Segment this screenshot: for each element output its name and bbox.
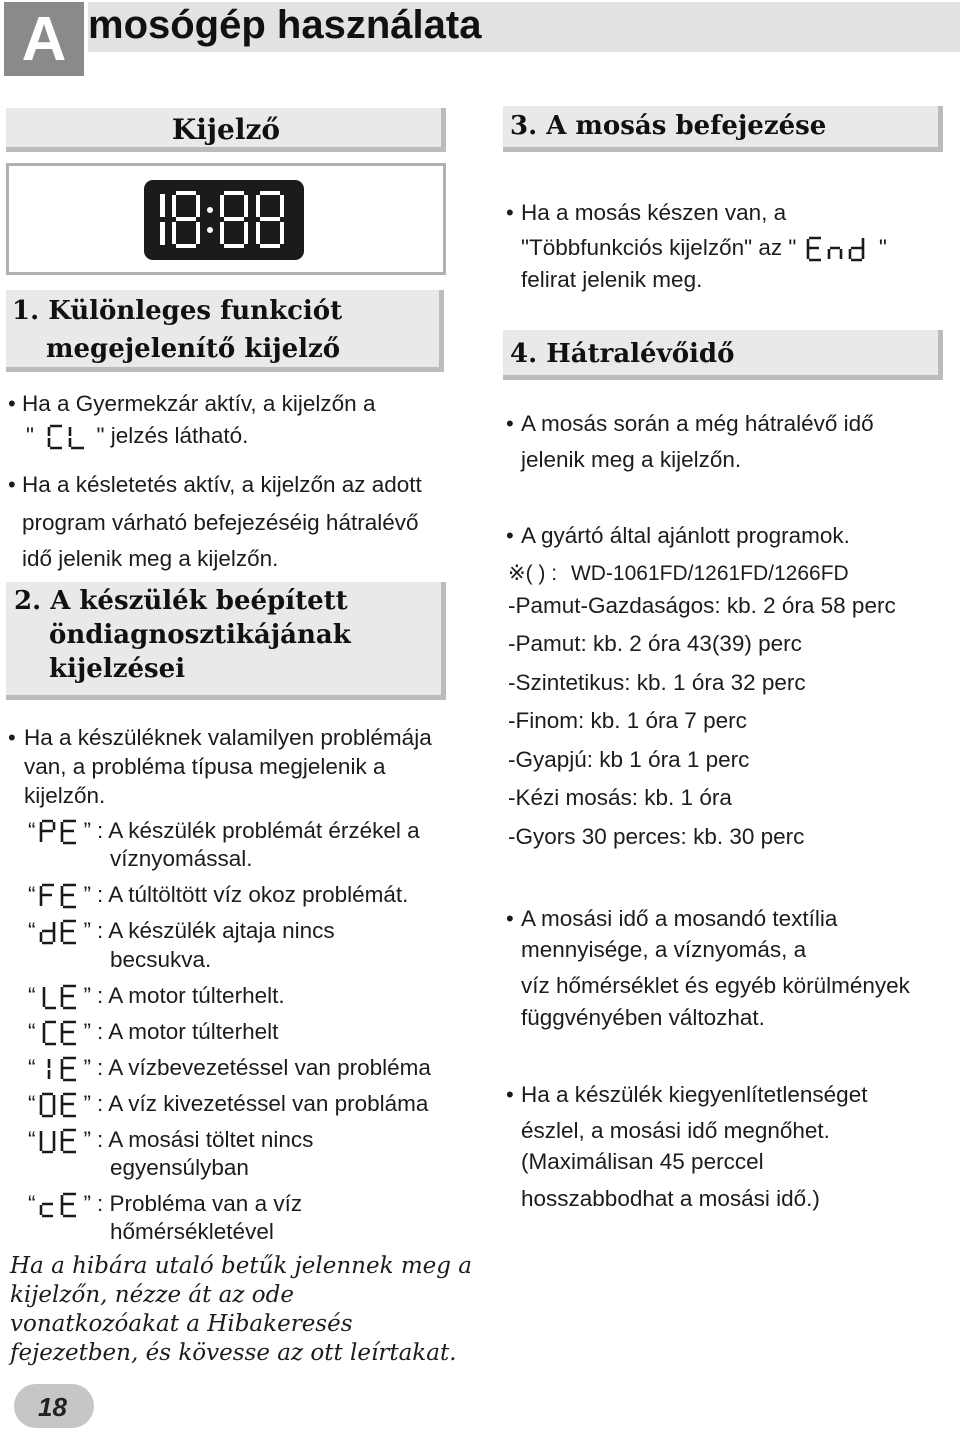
quote-close: " xyxy=(878,235,887,260)
bullet: • xyxy=(8,391,16,416)
quote-mark: ” xyxy=(83,1055,91,1080)
section-title-2-line3: kijelzései xyxy=(49,654,186,684)
chapter-letter-box xyxy=(4,2,84,76)
bullet-text: (Maximálisan 45 perccel xyxy=(521,1149,764,1174)
section-title-2-line2: öndiagnosztikájának xyxy=(49,620,351,650)
error-text: egyensúlyban xyxy=(110,1155,249,1180)
error-row-ce xyxy=(28,1016,91,1048)
code-oe-icon xyxy=(36,1090,84,1120)
model-list: WD-1061FD/1261FD/1266FD xyxy=(570,562,849,585)
bullet-text: idő jelenik meg a kijelzőn. xyxy=(22,546,279,571)
section-title-1-line1: 1. Különleges funkciót xyxy=(12,296,343,326)
section-title-2 xyxy=(14,584,444,686)
program-item: -Pamut: kb. 2 óra 43(39) perc xyxy=(508,631,802,656)
quote-open: " xyxy=(26,423,34,448)
lcd-display xyxy=(144,180,304,260)
bullet-text-with-code xyxy=(521,232,887,264)
bullet: • xyxy=(506,906,514,931)
page-number: 18 xyxy=(38,1392,67,1422)
quote-mark: “ xyxy=(28,918,36,943)
model-note xyxy=(508,558,849,589)
bullet-text: mennyisége, a víznyomás, a xyxy=(521,937,807,962)
code-te-icon xyxy=(36,1190,84,1220)
bullet-text: felirat jelenik meg. xyxy=(521,267,703,292)
section-title-1 xyxy=(12,292,442,368)
quote-mark: ” xyxy=(83,1091,91,1116)
bullet: • xyxy=(506,200,514,225)
error-text: hőmérsékletével xyxy=(110,1219,274,1244)
error-row-fe xyxy=(28,879,91,911)
code-end-icon xyxy=(803,234,873,264)
bullet-text-prefix: "Többfunkciós kijelzőn" az " xyxy=(521,235,797,260)
bullet-text: A gyártó által ajánlott programok. xyxy=(521,523,850,548)
section-title-1-line2: megejelenítő kijelző xyxy=(46,334,341,364)
section-title-3: 3. A mosás befejezése xyxy=(510,111,827,141)
bullet-text-suffix: " jelzés látható. xyxy=(96,423,249,448)
section-title-4: 4. Hátralévőidő xyxy=(510,339,735,369)
quote-mark: “ xyxy=(28,818,36,843)
quote-mark: ” xyxy=(83,1191,91,1216)
reference-mark: ※( ) : xyxy=(508,562,558,585)
quote-mark: “ xyxy=(28,983,36,1008)
code-ie-icon xyxy=(36,1054,84,1084)
bullet: • xyxy=(506,1082,514,1107)
error-row-ie xyxy=(28,1052,91,1084)
quote-mark: ” xyxy=(83,983,91,1008)
program-item: -Gyapjú: kb 1 óra 1 perc xyxy=(508,747,750,772)
error-text: : Probléma van a víz xyxy=(97,1191,303,1216)
bullet-text: jelenik meg a kijelzőn. xyxy=(521,447,742,472)
quote-mark: “ xyxy=(28,1055,36,1080)
error-row-le xyxy=(28,980,91,1012)
program-item: -Kézi mosás: kb. 1 óra xyxy=(508,785,732,810)
section-title-2-line1: 2. A készülék beépített xyxy=(14,586,348,616)
bullet-text: észlel, a mosási idő megnőhet. xyxy=(521,1118,830,1143)
code-cl-icon xyxy=(40,423,90,451)
bullet-text: Ha a készülék kiegyenlítetlenséget xyxy=(521,1082,868,1107)
code-ce-icon xyxy=(36,1018,84,1048)
lcd-digits-icon xyxy=(144,180,304,260)
bullet-text-with-code xyxy=(26,420,248,451)
note-text: Ha a hibára utaló betűk jelennek meg a xyxy=(10,1253,473,1279)
quote-mark: ” xyxy=(83,818,91,843)
note-text: fejezetben, és kövesse az ott leírtakat. xyxy=(10,1340,457,1366)
bullet: • xyxy=(506,411,514,436)
error-row-ue xyxy=(28,1124,91,1156)
bullet-text: Ha a készüléknek valamilyen problémája xyxy=(24,725,432,750)
bullet-text: van, a probléma típusa megjelenik a xyxy=(24,754,386,779)
quote-mark: “ xyxy=(28,1091,36,1116)
bullet-text: kijelzőn. xyxy=(24,783,106,808)
error-text: : A motor túlterhelt. xyxy=(97,983,285,1008)
error-text: becsukva. xyxy=(110,947,212,972)
error-text: : A készülék ajtaja nincs xyxy=(97,918,335,943)
code-de-icon xyxy=(36,917,84,947)
quote-mark: ” xyxy=(83,1019,91,1044)
error-row-te xyxy=(28,1188,91,1220)
error-text: : A vízbevezetéssel van probléma xyxy=(97,1055,431,1080)
program-item: -Szintetikus: kb. 1 óra 32 perc xyxy=(508,670,806,695)
bullet: • xyxy=(8,725,16,750)
error-text: : A motor túlterhelt xyxy=(97,1019,279,1044)
code-le-icon xyxy=(36,982,84,1012)
program-item: -Pamut-Gazdaságos: kb. 2 óra 58 perc xyxy=(508,593,896,618)
bullet: • xyxy=(506,523,514,548)
bullet-text: hosszabbodhat a mosási idő.) xyxy=(521,1186,820,1211)
bullet-text: függvényében változhat. xyxy=(521,1005,765,1030)
error-text: : A víz kivezetéssel van probláma xyxy=(97,1091,429,1116)
chapter-letter: A xyxy=(21,5,67,74)
bullet: • xyxy=(8,472,16,497)
bullet-text: A mosási idő a mosandó textília xyxy=(521,906,838,931)
code-pe-icon xyxy=(36,817,84,847)
error-row-de xyxy=(28,915,91,947)
bullet-text: Ha a mosás készen van, a xyxy=(521,200,787,225)
bullet-text: A mosás során a még hátralévő idő xyxy=(521,411,874,436)
error-text: : A készülék problémát érzékel a xyxy=(97,818,420,843)
quote-mark: ” xyxy=(83,882,91,907)
quote-mark: “ xyxy=(28,1019,36,1044)
error-text: víznyomással. xyxy=(110,846,253,871)
bullet-text: Ha a Gyermekzár aktív, a kijelzőn a xyxy=(22,391,376,416)
quote-mark: “ xyxy=(28,882,36,907)
program-item: -Gyors 30 perces: kb. 30 perc xyxy=(508,824,805,849)
program-item: -Finom: kb. 1 óra 7 perc xyxy=(508,708,747,733)
error-text: : A mosási töltet nincs xyxy=(97,1127,314,1152)
section-title-kijelzo: Kijelző xyxy=(171,113,281,146)
note-text: kijelzőn, nézze át az ode xyxy=(10,1282,294,1308)
code-ue-icon xyxy=(36,1126,84,1156)
quote-mark: “ xyxy=(28,1127,36,1152)
error-row-pe xyxy=(28,815,91,847)
bullet-text: víz hőmérséklet és egyéb körülmények xyxy=(521,973,910,998)
error-text: : A túltöltött víz okoz problémát. xyxy=(97,882,409,907)
page-title: mosógép használata xyxy=(88,3,482,47)
bullet-text: Ha a késletetés aktív, a kijelzőn az adott xyxy=(22,472,422,497)
quote-mark: “ xyxy=(28,1191,36,1216)
quote-mark: ” xyxy=(83,918,91,943)
note-text: vonatkozóakat a Hibakeresés xyxy=(10,1311,353,1337)
code-fe-icon xyxy=(36,881,84,911)
quote-mark: ” xyxy=(83,1127,91,1152)
error-row-oe xyxy=(28,1088,91,1120)
bullet-text: program várható befejezéséig hátralévő xyxy=(22,510,419,535)
